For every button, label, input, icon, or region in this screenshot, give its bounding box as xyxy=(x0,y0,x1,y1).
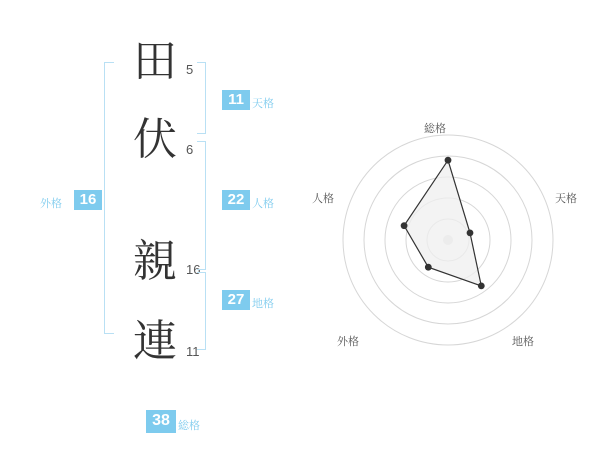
kanji-char-4: 連 xyxy=(133,316,177,367)
radar-chart-svg xyxy=(300,105,600,395)
jinkaku-label: 人格 xyxy=(252,198,274,210)
radar-label-tenkaku: 天格 xyxy=(555,193,577,205)
tenkaku-value: 11 xyxy=(222,90,250,110)
chikaku-label: 地格 xyxy=(252,298,274,310)
jinkaku-value: 22 xyxy=(222,190,250,210)
radar-chart xyxy=(300,105,600,395)
gaikaku-bracket-vertical xyxy=(104,62,105,334)
radar-label-soukaku: 総格 xyxy=(424,123,446,135)
soukaku-label: 総格 xyxy=(178,420,200,432)
gaikaku-label: 外格 xyxy=(40,198,62,210)
chikaku-bracket-bottom-arm xyxy=(197,349,206,350)
gaikaku-bracket-bottom-arm xyxy=(104,333,114,334)
jinkaku-bracket-top-arm xyxy=(197,141,206,142)
gaikaku-value: 16 xyxy=(74,190,102,210)
gaikaku-bracket-top-arm xyxy=(104,62,114,63)
stroke-count-4: 11 xyxy=(186,344,200,359)
tenkaku-bracket-bottom-arm xyxy=(197,133,206,134)
soukaku-value: 38 xyxy=(146,410,176,433)
kanji-char-3: 親 xyxy=(133,236,177,287)
tenkaku-bracket-top-arm xyxy=(197,62,206,63)
jinkaku-bracket-bottom-arm xyxy=(197,269,206,270)
chikaku-bracket xyxy=(205,272,206,350)
tenkaku-label: 天格 xyxy=(252,98,274,110)
stroke-count-3: 16 xyxy=(186,262,201,277)
radar-label-jinkaku: 人格 xyxy=(312,193,334,205)
stroke-count-2: 6 xyxy=(186,142,194,157)
kanji-char-2: 伏 xyxy=(133,114,177,165)
stroke-count-1: 5 xyxy=(186,62,194,77)
radar-label-gaikaku: 外格 xyxy=(337,336,359,348)
tenkaku-bracket xyxy=(205,62,206,134)
chikaku-value: 27 xyxy=(222,290,250,310)
kanji-char-1: 田 xyxy=(133,36,177,87)
radar-label-chikaku: 地格 xyxy=(512,336,534,348)
chikaku-bracket-top-arm xyxy=(197,272,206,273)
jinkaku-bracket xyxy=(205,141,206,270)
